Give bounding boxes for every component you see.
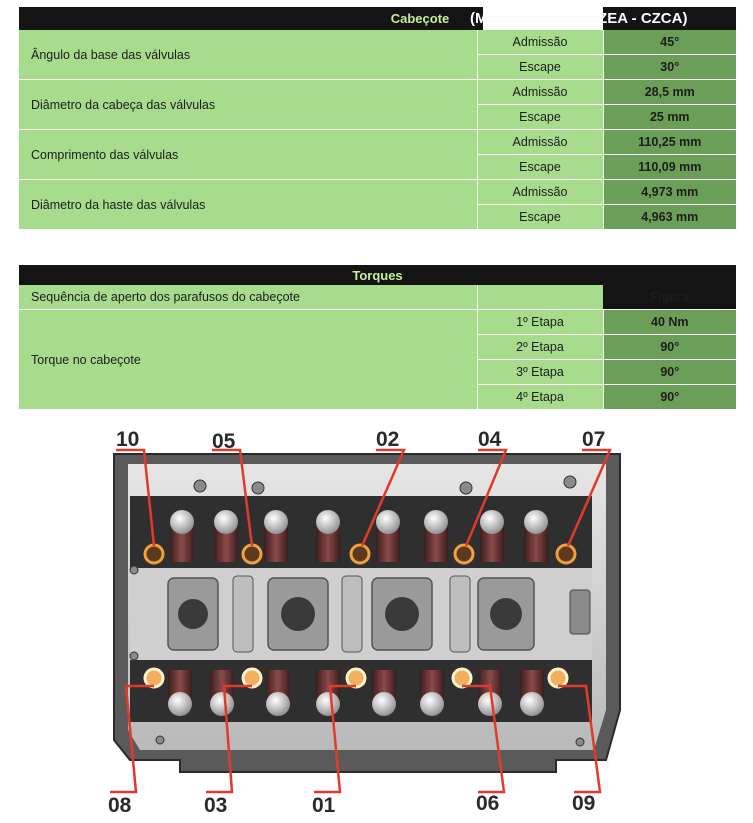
bolt-number: 01 xyxy=(312,794,336,817)
row-value: 4,963 mm xyxy=(603,205,736,230)
stage-name: 2º Etapa xyxy=(477,335,603,360)
bolt-number: 04 xyxy=(478,428,502,451)
row-type: Admissão xyxy=(477,80,603,105)
sequence-spacer xyxy=(477,285,603,310)
row-type: Admissão xyxy=(477,180,603,205)
stage-name: 1º Etapa xyxy=(477,310,603,335)
row-value: 25 mm xyxy=(603,105,736,130)
bolt-number: 05 xyxy=(212,430,236,453)
row-type: Admissão xyxy=(477,30,603,55)
bolt-number: 09 xyxy=(572,792,596,815)
row-value: 110,25 mm xyxy=(603,130,736,155)
cabecote-title: Cabeçote xyxy=(357,7,483,30)
table-row xyxy=(19,130,736,155)
bolt-number: 02 xyxy=(376,428,400,451)
table-row xyxy=(19,285,736,310)
table-row xyxy=(19,30,736,55)
motor-code: (MOTOR CPTA - CZEA - CZCA) xyxy=(470,10,688,27)
row-value: 30° xyxy=(603,55,736,80)
row-label: Diâmetro da cabeça das válvulas xyxy=(19,80,477,130)
bolt-number: 10 xyxy=(116,428,140,451)
stage-name: 4º Etapa xyxy=(477,385,603,410)
sequence-label: Sequência de aperto dos parafusos do cabeçote xyxy=(19,285,477,310)
row-type: Escape xyxy=(477,205,603,230)
bolt-number: 08 xyxy=(108,794,132,817)
cabecote-header xyxy=(19,7,736,30)
table-row xyxy=(19,180,736,205)
row-value: 4,973 mm xyxy=(603,180,736,205)
sequence-numbers-bottom xyxy=(108,792,595,817)
sequence-numbers-top xyxy=(116,428,605,453)
row-label: Comprimento das válvulas xyxy=(19,130,477,180)
torques-title: Torques xyxy=(19,265,736,285)
bolt-number: 07 xyxy=(582,428,606,451)
torque-label: Torque no cabeçote xyxy=(19,310,477,410)
stage-value: 90° xyxy=(603,335,736,360)
stage-value: 40 Nm xyxy=(603,310,736,335)
row-value: 28,5 mm xyxy=(603,80,736,105)
row-type: Escape xyxy=(477,155,603,180)
row-value: 110,09 mm xyxy=(603,155,736,180)
bolt-number: 03 xyxy=(204,794,228,817)
row-type: Escape xyxy=(477,105,603,130)
row-label: Ângulo da base das válvulas xyxy=(19,30,477,80)
table-row xyxy=(19,80,736,105)
row-value: 45° xyxy=(603,30,736,55)
cabecote-table xyxy=(19,7,736,230)
side-plate xyxy=(570,590,590,634)
row-type: Escape xyxy=(477,55,603,80)
row-label: Diâmetro da haste das válvulas xyxy=(19,180,477,230)
cylinder-head-diagram xyxy=(0,420,753,823)
torques-header xyxy=(19,265,736,285)
row-type: Admissão xyxy=(477,130,603,155)
table-row xyxy=(19,310,736,335)
torques-table xyxy=(19,265,736,410)
bolt-number: 06 xyxy=(476,792,500,815)
stage-name: 3º Etapa xyxy=(477,360,603,385)
sequence-value: Figura xyxy=(603,285,736,310)
stage-value: 90° xyxy=(603,360,736,385)
motor-cell xyxy=(470,7,736,30)
stage-value: 90° xyxy=(603,385,736,410)
